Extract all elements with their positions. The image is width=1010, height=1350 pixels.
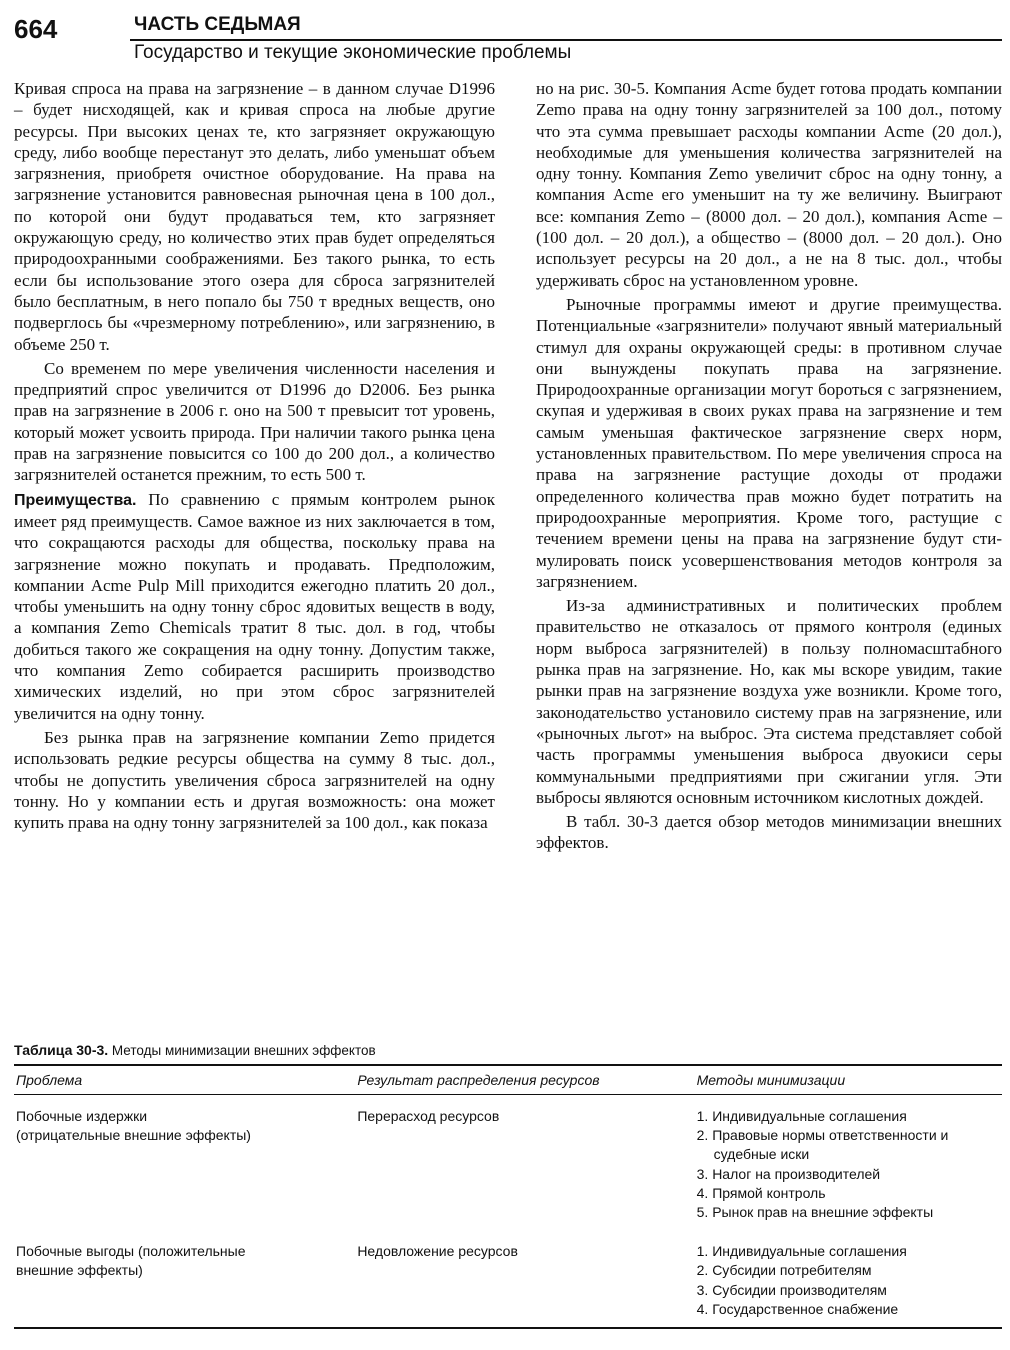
result-text: Перерасход ресурсов (357, 1108, 500, 1124)
table-header-row (14, 1066, 1002, 1094)
paragraph: Со временем по мере увеличения численности населения и предприятий спрос увеличится от D1996 до D2006. Без рынка прав на загрязнение в 2006 г. оно на 500 т превысит тот уровень, который может усвоить природа. При наличии такого рынка цена прав на загрязнение повысится со 100 до 200 дол., а количество загрязнителей останется прежним, то есть 500 т. (14, 358, 495, 485)
paragraph: Рыночные программы имеют и другие преимущества. Потенциальные «загрязнители» получают явный материальный стимул для охраны окружающей среды: в противном случае они вынуждены покупать права на загрязнение. Природоохранные организации могут бороться с загрязнением, скупая и удерживая в своих руках права на загрязнение и тем самым уменьшая фактическое загрязнение сверх норм, установленных правительством. По мере увеличения спроса на права на загрязнение растущие доходы от продажи определенного количества прав можно будет потратить на природоохранные мероприятия. Кроме того, растущие с течением времени цены на права на загрязнение будут стимулировать поиск усовершенствования методов контроля за загрязнением. (536, 294, 1002, 591)
paragraph: но на рис. 30-5. Компания Acme будет готова продать компании Zemo права на одну тонну загрязнителей за 100 дол., потому что эта сумма превышает расходы компании Acme (20 дол.), необходимые для уменьшения количества загрязнителей на одну тонну. Компания Zemo увеличит сброс на одну тонну, а компания Acme его уменьшит на ту же величину. Выиграют все: компания Zemo – (8000 дол. – 20 дол.), компания Acme – (100 дол. – 20 дол.), а общество – (8000 дол. – 20 дол.). Оно использует ресурсы на 20 дол., а не на 8 тыс. дол., чтобы удерживать сброс на установленном уровне. (536, 79, 1002, 290)
row-result (357, 1242, 696, 1261)
table-bottom-rule (14, 1327, 1002, 1329)
paragraph: В табл. 30-3 дается обзор методов минимизации внешних эффектов. (536, 812, 1002, 853)
row-methods (697, 1107, 1002, 1222)
paragraph-body: По сравнению с прямым контролем рынок имеет ряд преимуществ. Самое важное из них заключается в том, что сокращаются расходы для общества, поскольку права на загрязнение можно покупать и продавать. Предположим, компании Acme Pulp Mill приходится ежегодно платить 20 дол., чтобы уменьшить на одну тонну сброс ядовитых веществ в воду, а компания Zemo Chemicals тратит 8 тыс. дол. в год, чтобы добиться такого же сокращения на одну тонну. Допустим также, что компания Zemo собирается расширить производство химических изделий, но при этом сброс загрязнителей увеличится на одну тонну. (14, 489, 495, 723)
result-text: Недовложение ресурсов (357, 1243, 518, 1260)
paragraph (14, 489, 495, 724)
row-problem (14, 1242, 357, 1280)
right-column (536, 78, 1002, 854)
table-caption-label: Таблица 30-3. (14, 1042, 109, 1058)
paragraph: Без рынка прав на загрязнение компании Zemo придется использовать редкие ресурсы общества на сумму 8 тыс. дол., чтобы не допустить увеличения сброса загрязнителей на одну тонну. Но у компании есть и другая возможность: она может купить права на одну тонну загрязнителей за 100 дол., как показа (14, 727, 495, 833)
row-result (357, 1107, 696, 1126)
part-heading: ЧАСТЬ СЕДЬМАЯ (134, 14, 301, 35)
row-methods (697, 1242, 1002, 1319)
table-caption-text: Методы минимизации внешних эффектов (108, 1043, 376, 1058)
problem-line: Побочные издержки (16, 1108, 148, 1124)
method-item: 2. Субсидии потребителям (696, 1262, 872, 1279)
method-item: 3. Налог на производителей (696, 1165, 881, 1182)
table-row (14, 1107, 1002, 1222)
left-column (14, 78, 495, 833)
method-item: 5. Рынок прав на внешние эффекты (696, 1204, 934, 1221)
page-number: 664 (14, 14, 58, 44)
paragraph: Из-за административных и политических проблем правительство не отказалось от прямого контроля (единых норм выброса загрязнителей) в пользу полномасштабного рынка прав на загрязнение. Но, как мы вскоре увидим, такие рынки прав на загрязнение воздуха уже возникли. Кроме того, законодательство установило систему прав на загрязнение, или «рыночных льгот» на выброс. Эта система представляет собой часть программы уменьшения выброса двуокиси серы коммунальными предприятиями при сжигании угля. Эти выбросы являются основным источником кислотных дождей. (536, 596, 1002, 807)
table-caption (14, 1042, 376, 1058)
problem-line: (отрицательные внешние эффекты) (16, 1127, 251, 1144)
header-rule (130, 39, 1002, 41)
table-header-rule (14, 1094, 1002, 1095)
methods-list (697, 1107, 1002, 1222)
paragraph: Кривая спроса на права на загрязнение – в данном случае D1996 – будет нисходящей, как и кривая спроса на любые другие ресурсы. При высоких ценах те, кто загрязняет окружающую среду, либо вообще перестанут это делать, либо уменьшат объем загрязнения, приобретя очистное оборудование. На права на загрязнение установится равновесная рыночная цена в 100 дол., по которой они будут продаваться тем, кто загрязняет окружающую среду, но количество этих прав будет определяться природоохранными соображениями. Без такого рынка, то есть если бы использование этого озера для сброса загрязнителей было бесплатным, в него попало бы 750 т вредных веществ, оно подверглось бы «чрезмерному потреблению», или загрязнению, в объеме 250 т. (14, 79, 495, 354)
method-item: 2. Правовые нормы ответственности и судебные иски (696, 1127, 949, 1163)
method-item: 4. Государственное снабжение (696, 1300, 899, 1317)
methods-table (14, 1064, 1002, 1329)
methods-list (697, 1242, 1002, 1319)
row-problem (14, 1107, 357, 1145)
chapter-subtitle: Государство и текущие экономические проблемы (134, 42, 572, 63)
paragraph-lead: Преимущества. (14, 491, 137, 509)
method-item: 4. Прямой контроль (696, 1184, 826, 1201)
header-problem: Проблема (16, 1072, 83, 1088)
method-item: 1. Индивидуальные соглашения (696, 1243, 907, 1260)
problem-line: внешние эффекты) (16, 1262, 143, 1279)
method-item: 3. Субсидии производителям (696, 1281, 887, 1298)
table-row (14, 1242, 1002, 1319)
problem-line: Побочные выгоды (положительные (16, 1243, 246, 1260)
method-item: 1. Индивидуальные соглашения (696, 1108, 907, 1124)
header-methods: Методы минимизации (696, 1072, 846, 1088)
header-result: Результат распределения ресурсов (357, 1072, 600, 1088)
